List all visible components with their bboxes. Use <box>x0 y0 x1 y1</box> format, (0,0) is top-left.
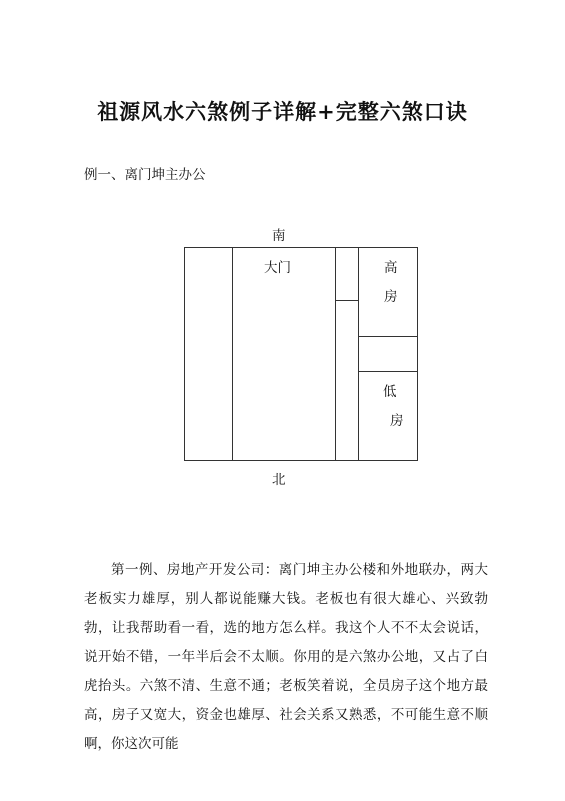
divider-low-house-top <box>358 371 418 372</box>
divider-gate-right <box>335 247 336 461</box>
high-house-label-2: 房 <box>384 289 398 305</box>
high-house-label-1: 高 <box>384 260 398 276</box>
low-house-label-2: 房 <box>390 413 404 429</box>
divider-gate-left <box>232 247 233 461</box>
divider-corridor <box>335 300 358 301</box>
body-paragraph: 第一例、房地产开发公司：离门坤主办公楼和外地联办，两大老板实力雄厚，别人都说能赚大钱。老板也有很大雄心、兴致勃勃，让我帮助看一看，选的地方怎么样。我这个人不不太会说话，说开始不错，一年半后会不太顺。你用的是六煞办公地，又占了白虎抬头。六煞不清、生意不通；老板笑着说，全员房子这个地方最高，房子又宽大，资金也雄厚、社会关系又熟悉，不可能生意不顺啊，你这次可能 <box>84 562 488 752</box>
site-outline <box>184 247 418 461</box>
gate-label: 大门 <box>264 260 291 276</box>
document-title: 祖源风水六煞例子详解+完整六煞口诀 <box>97 99 468 124</box>
direction-north-label: 北 <box>272 472 286 488</box>
divider-houses <box>358 247 359 461</box>
low-house-label-1: 低 <box>383 384 397 400</box>
example-heading: 例一、离门坤主办公 <box>84 167 206 183</box>
direction-south-label: 南 <box>272 228 286 244</box>
divider-high-house-bottom <box>358 336 418 337</box>
